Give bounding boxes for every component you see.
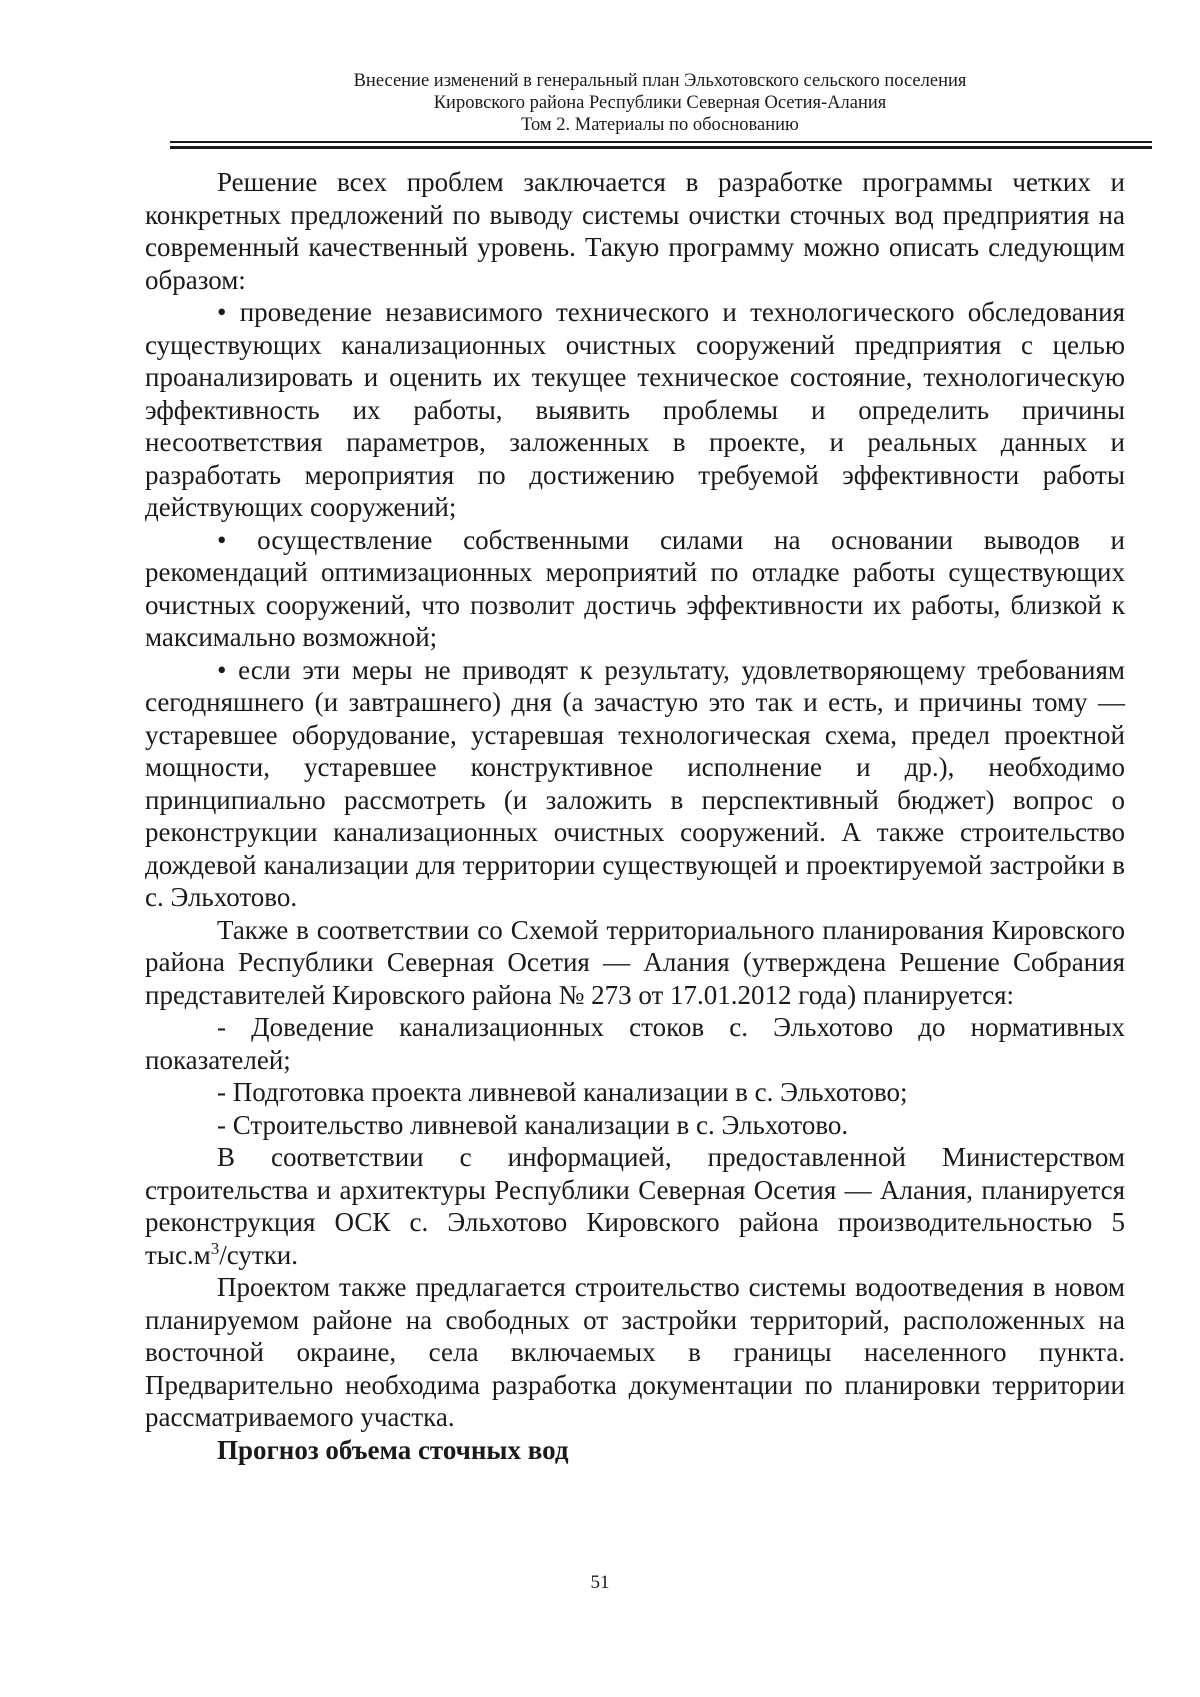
header-rule-thin (170, 141, 1152, 143)
bullet-marker: • (217, 524, 227, 555)
header-line-1: Внесение изменений в генеральный план Эльхотовского сельского поселения (353, 71, 967, 91)
paragraph-intro: Решение всех проблем заключается в разработке программы четких и конкретных предложений по выводу системы очистки сточных вод предприятия на современный качественный уровень. Такую программу можно описать следующим образом: (145, 167, 1125, 295)
bullet-item-inspection (145, 296, 1125, 524)
running-header (170, 70, 1150, 136)
bullet-marker: • (217, 297, 227, 327)
document-body (145, 166, 1125, 1466)
paragraph-ministry-info (145, 1141, 1125, 1271)
bullet-marker: • (217, 654, 227, 685)
dash-item-storm-construction: - Строительство ливневой канализации в с. Эльхотово. (217, 1109, 849, 1140)
paragraph-territorial-plan: Также в соответствии со Схемой территориального планирования Кировского района Республики Северная Осетия — Алания (утверждена Решение Собрания представителей Кировского района № 273 от 17.01.2012 года) планируется: (145, 914, 1125, 1010)
section-heading: Прогноз объема сточных вод (217, 1434, 569, 1465)
page-number: 51 (590, 1572, 610, 1593)
bullet-text: если эти меры не приводят к результату, удовлетворяющему требованиям сегодняшнего (и завтрашнего) дня (а зачастую это так и есть, и причины тому — устаревшее оборудование, устаревшая технологическая схема, предел проектной мощности, устаревшее конструктивное исполнение и др.), необходимо принципиально рассмотреть (и заложить в перспективный бюджет) вопрос о реконструкции канализационных очистных сооружений. А также строительство дождевой канализации для территории существующей и проектируемой застройки в с. Эльхотово. (145, 654, 1125, 912)
header-rule-thick (170, 146, 1152, 149)
bullet-item-reconstruction (145, 654, 1125, 914)
bullet-item-optimization (145, 524, 1125, 654)
dash-item-sewage-standards: - Доведение канализационных стоков с. Эльхотово до нормативных показателей; (145, 1012, 1125, 1075)
bullet-text: осуществление собственными силами на основании выводов и рекомендаций оптимизационных мероприятий по отладке работы существующих очистных сооружений, что позволит достичь эффективности их работы, близкой к максимально возможной; (145, 524, 1125, 652)
dash-item-storm-project: - Подготовка проекта ливневой канализации в с. Эльхотово; (217, 1077, 908, 1107)
bullet-text: проведение независимого технического и технологического обследования существующих канализационных очистных сооружений предприятия с целью проанализировать и оценить их текущее техническое состояние, технологическую эффективность их работы, выявить проблемы и определить причины несоответствия параметров, заложенных в проекте, и реальных данных и разработать мероприятия по достижению требуемой эффективности работы действующих сооружений; (145, 297, 1125, 522)
superscript-three: 3 (210, 1238, 220, 1258)
header-line-2: Кировского района Республики Северная Осетия-Алания (433, 93, 887, 113)
ministry-text: В соответствии с информацией, предоставленной Министерством строительства и архитектуры Республики Северная Осетия — Алания, планируется реконструкция ОСК с. Эльхотово Кировского района производительностью 5 тыс.м (145, 1142, 1125, 1270)
paragraph-new-district: Проектом также предлагается строительство системы водоотведения в новом планируемом районе на свободных от застройки территорий, расположенных на восточной окраине, села включаемых в границы населенного пункта. Предварительно необходима разработка документации по планировки территории рассматриваемого участка. (145, 1272, 1125, 1432)
ministry-text-end: /сутки. (219, 1239, 299, 1270)
header-line-3: Том 2. Материалы по обоснованию (521, 115, 799, 135)
